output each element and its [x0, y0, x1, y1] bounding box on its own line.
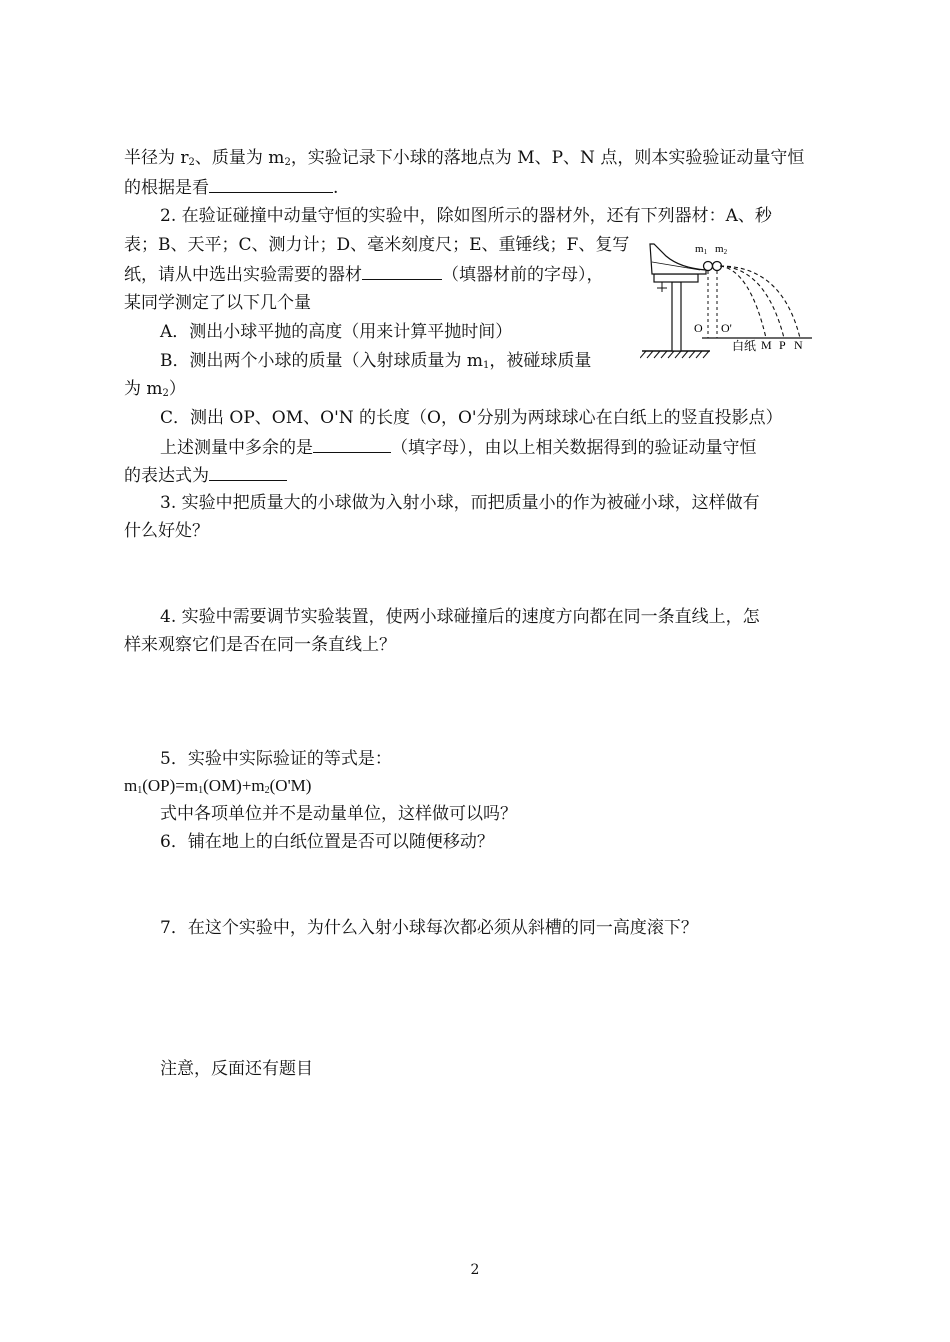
label-paper: 白纸 — [732, 339, 757, 353]
label-m2: m2 — [715, 243, 728, 256]
stand-post — [672, 282, 681, 351]
q5-line-1: 5．实验中实际验证的等式是： — [160, 749, 392, 769]
q2-line-1: 2. 在验证碰撞中动量守恒的实验中，除如图所示的器材外，还有下列器材：A、秒 — [160, 206, 772, 226]
q7-line-1: 7．在这个实验中，为什么入射小球每次都必须从斜槽的同一高度滚下？ — [160, 918, 698, 938]
label-M: M — [761, 338, 772, 352]
q3-line-2: 什么好处？ — [124, 521, 209, 541]
q2-option-b: B．测出两个小球的质量（入射球质量为 $m_1$，被碰球质量 — [160, 351, 592, 371]
answer-blank — [209, 464, 287, 481]
label-N: N — [794, 338, 803, 352]
q1-line-1: 半径为 $r_2$、质量为 $m_2$，实验记录下小球的落地点为 M、P、N 点，则本实验验证动量守恒 — [124, 148, 805, 168]
q2-option-b-cont: 为 $m_2$） — [124, 379, 186, 399]
q6-line-1: 6．铺在地上的白纸位置是否可以随便移动？ — [160, 832, 494, 852]
q5-equation: $m_1(OP)=m_1(OM)+m_2(O'M)$ — [124, 776, 312, 796]
ground-hatch — [640, 351, 709, 358]
label-P: P — [779, 338, 786, 352]
q2-line-6: 的表达式为 — [124, 464, 287, 487]
page-number: 2 — [470, 1262, 480, 1278]
q4-line-1: 4. 实验中需要调节实验装置，使两小球碰撞后的速度方向都在同一条直线上，怎 — [160, 607, 760, 627]
answer-blank — [313, 436, 391, 453]
label-m1: m1 — [695, 243, 708, 256]
collision-apparatus-figure — [640, 236, 815, 368]
q2-line-5: 上述测量中多余的是 （填字母），由以上相关数据得到的验证动量守恒 — [160, 438, 757, 458]
q2-line-2: 表；B、天平；C、测力计；D、毫米刻度尺；E、重锤线；F、复写 — [124, 235, 630, 255]
label-O: O — [694, 321, 703, 335]
q1-line-2: 的根据是看 . — [124, 178, 339, 198]
q2-option-c: C．测出 OP、OM、O'N 的长度（O，O'分别为两球球心在白纸上的竖直投影点） — [160, 408, 783, 428]
back-page-note: 注意，反面还有题目 — [160, 1059, 313, 1079]
ball-m1 — [704, 262, 713, 271]
q3-line-1: 3. 实验中把质量大的小球做为入射小球，而把质量小的作为被碰小球，这样做有 — [160, 493, 760, 513]
answer-blank — [362, 263, 442, 280]
q2-line-3: 纸，请从中选出实验需要的器材 （填器材前的字母）， — [124, 265, 604, 285]
answer-blank — [209, 176, 333, 193]
label-O-prime: O' — [721, 321, 732, 335]
stand-top — [654, 274, 698, 282]
q2-line-4: 某同学测定了以下几个量 — [124, 293, 311, 313]
q2-option-a: A．测出小球平抛的高度（用来计算平抛时间） — [160, 322, 513, 342]
q5-line-3: 式中各项单位并不是动量单位，这样做可以吗？ — [160, 804, 517, 824]
trajectory-n — [720, 266, 800, 338]
q4-line-2: 样来观察它们是否在同一条直线上？ — [124, 635, 396, 655]
